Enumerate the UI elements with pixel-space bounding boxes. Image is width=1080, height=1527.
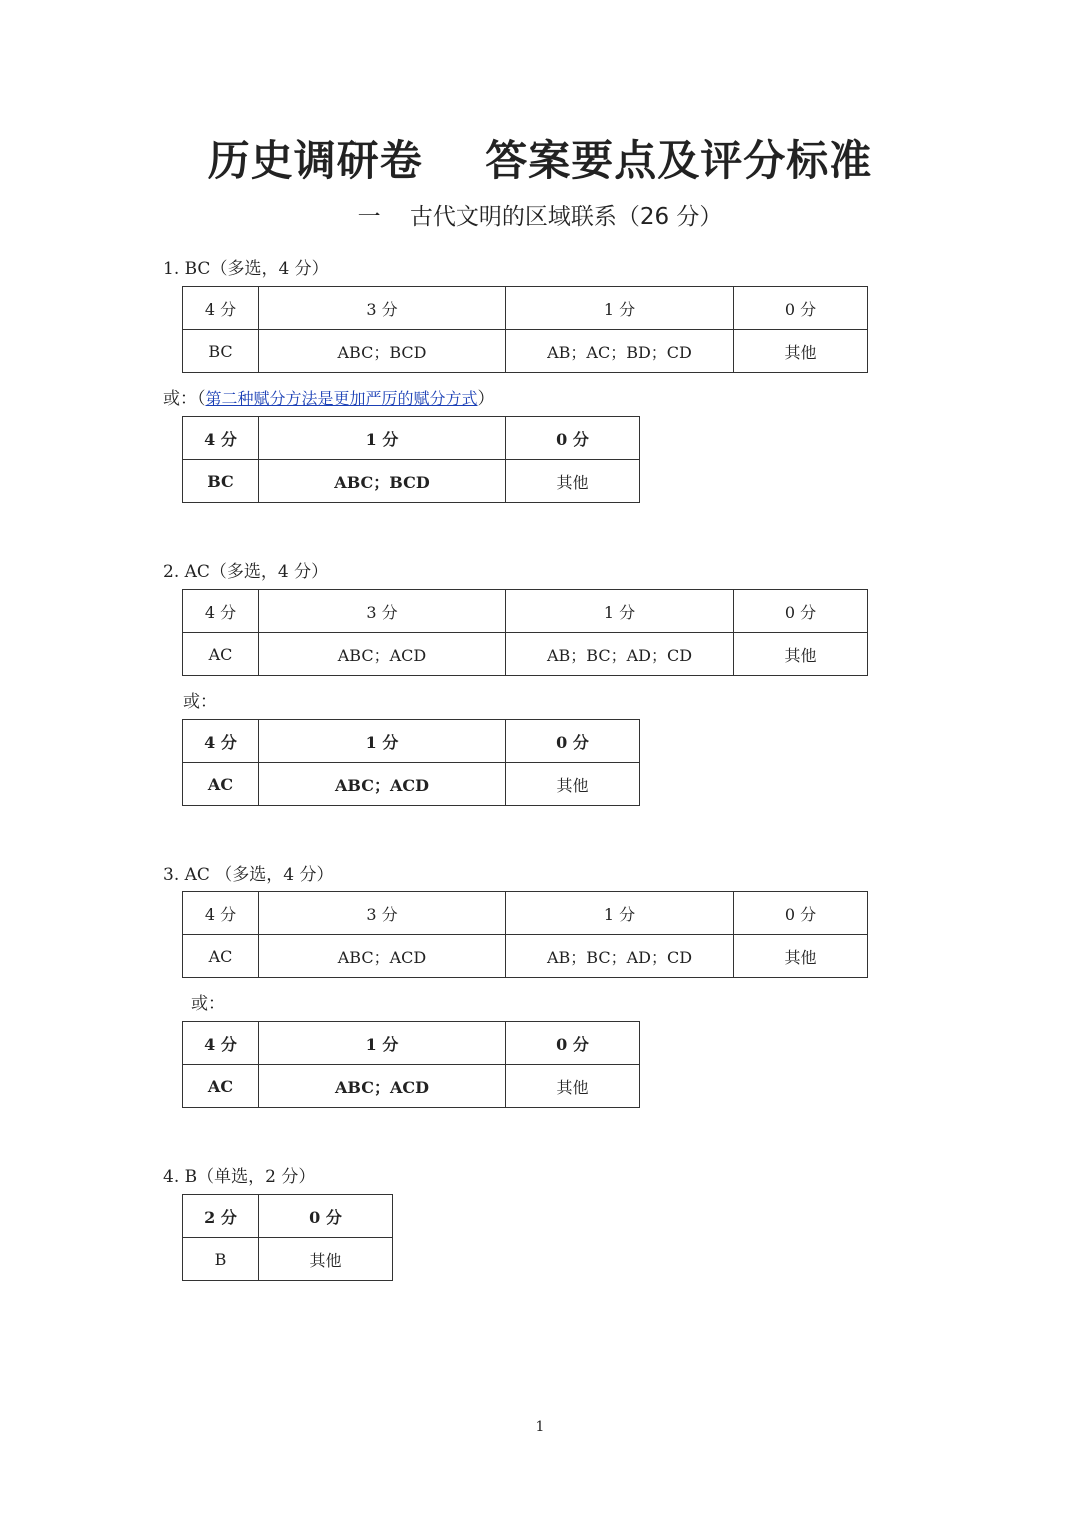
table-cell: 1 分 (259, 417, 506, 460)
table-cell: 4 分 (183, 417, 259, 460)
table-cell: 0 分 (506, 1022, 640, 1065)
question-2-alt-score-table (182, 719, 640, 806)
table-row (183, 633, 868, 676)
table-cell: 4 分 (183, 590, 259, 633)
or-prefix: 或：（ (163, 389, 206, 409)
question-4-label: 4. B（单选，2 分） (163, 1167, 316, 1187)
table-cell: 0 分 (259, 1195, 393, 1238)
question-1-alt-score-table (182, 416, 640, 503)
table-cell: 其他 (506, 460, 640, 503)
section-heading: 一 古代文明的区域联系（26 分） (357, 204, 723, 230)
question-4-score-table (182, 1194, 393, 1281)
question-2-label: 2. AC（多选，4 分） (163, 562, 329, 582)
table-cell: ABC；ACD (259, 1065, 506, 1108)
table-cell: 其他 (734, 330, 868, 373)
table-cell: 其他 (506, 1065, 640, 1108)
table-cell: 4 分 (183, 892, 259, 935)
table-cell: 1 分 (506, 892, 734, 935)
question-2-score-table (182, 589, 868, 676)
table-header-row (183, 590, 868, 633)
table-cell: BC (183, 330, 259, 373)
table-header-row (183, 720, 640, 763)
table-cell: 0 分 (734, 287, 868, 330)
table-row (183, 460, 640, 503)
document-title: 历史调研卷 答案要点及评分标准 (207, 136, 873, 185)
question-2-alternative-note: 或： (183, 692, 217, 712)
table-cell: AB；BC；AD；CD (506, 935, 734, 978)
table-cell: AC (183, 763, 259, 806)
question-3-alt-score-table (182, 1021, 640, 1108)
table-cell: 其他 (734, 633, 868, 676)
table-cell: ABC；BCD (259, 460, 506, 503)
question-3-score-table (182, 891, 868, 978)
table-cell: ABC；ACD (259, 633, 506, 676)
table-cell: BC (183, 460, 259, 503)
table-row (183, 1238, 393, 1281)
table-cell: 0 分 (734, 590, 868, 633)
question-1-label: 1. BC（多选，4 分） (163, 259, 329, 279)
table-cell: 其他 (506, 763, 640, 806)
strict-scoring-link[interactable]: 第二种赋分方法是更加严厉的赋分方式 (205, 389, 478, 408)
table-header-row (183, 1195, 393, 1238)
table-cell: ABC；ACD (259, 763, 506, 806)
table-header-row (183, 1022, 640, 1065)
table-row (183, 330, 868, 373)
table-cell: 4 分 (183, 1022, 259, 1065)
table-cell: 其他 (734, 935, 868, 978)
table-header-row (183, 892, 868, 935)
table-cell: 其他 (259, 1238, 393, 1281)
or-suffix: ） (477, 389, 495, 409)
table-cell: AC (183, 633, 259, 676)
table-cell: 1 分 (506, 287, 734, 330)
question-1-score-table (182, 286, 868, 373)
table-row (183, 935, 868, 978)
table-cell: AB；AC；BD；CD (506, 330, 734, 373)
table-cell: 0 分 (506, 720, 640, 763)
table-cell: ABC；BCD (259, 330, 506, 373)
page-number: 1 (535, 1419, 545, 1435)
table-cell: 3 分 (259, 287, 506, 330)
question-3-label: 3. AC （多选，4 分） (163, 865, 334, 885)
table-row (183, 763, 640, 806)
table-cell: 3 分 (259, 892, 506, 935)
table-cell: 0 分 (506, 417, 640, 460)
table-row (183, 1065, 640, 1108)
table-cell: AC (183, 935, 259, 978)
question-3-alternative-note: 或： (191, 994, 225, 1014)
table-cell: ABC；ACD (259, 935, 506, 978)
table-cell: 4 分 (183, 287, 259, 330)
question-1-alternative-note (163, 384, 495, 409)
table-header-row (183, 287, 868, 330)
table-cell: 4 分 (183, 720, 259, 763)
table-cell: 1 分 (259, 1022, 506, 1065)
table-cell: B (183, 1238, 259, 1281)
table-cell: 3 分 (259, 590, 506, 633)
table-cell: 1 分 (259, 720, 506, 763)
table-header-row (183, 417, 640, 460)
table-cell: 0 分 (734, 892, 868, 935)
table-cell: 2 分 (183, 1195, 259, 1238)
table-cell: AC (183, 1065, 259, 1108)
table-cell: AB；BC；AD；CD (506, 633, 734, 676)
table-cell: 1 分 (506, 590, 734, 633)
